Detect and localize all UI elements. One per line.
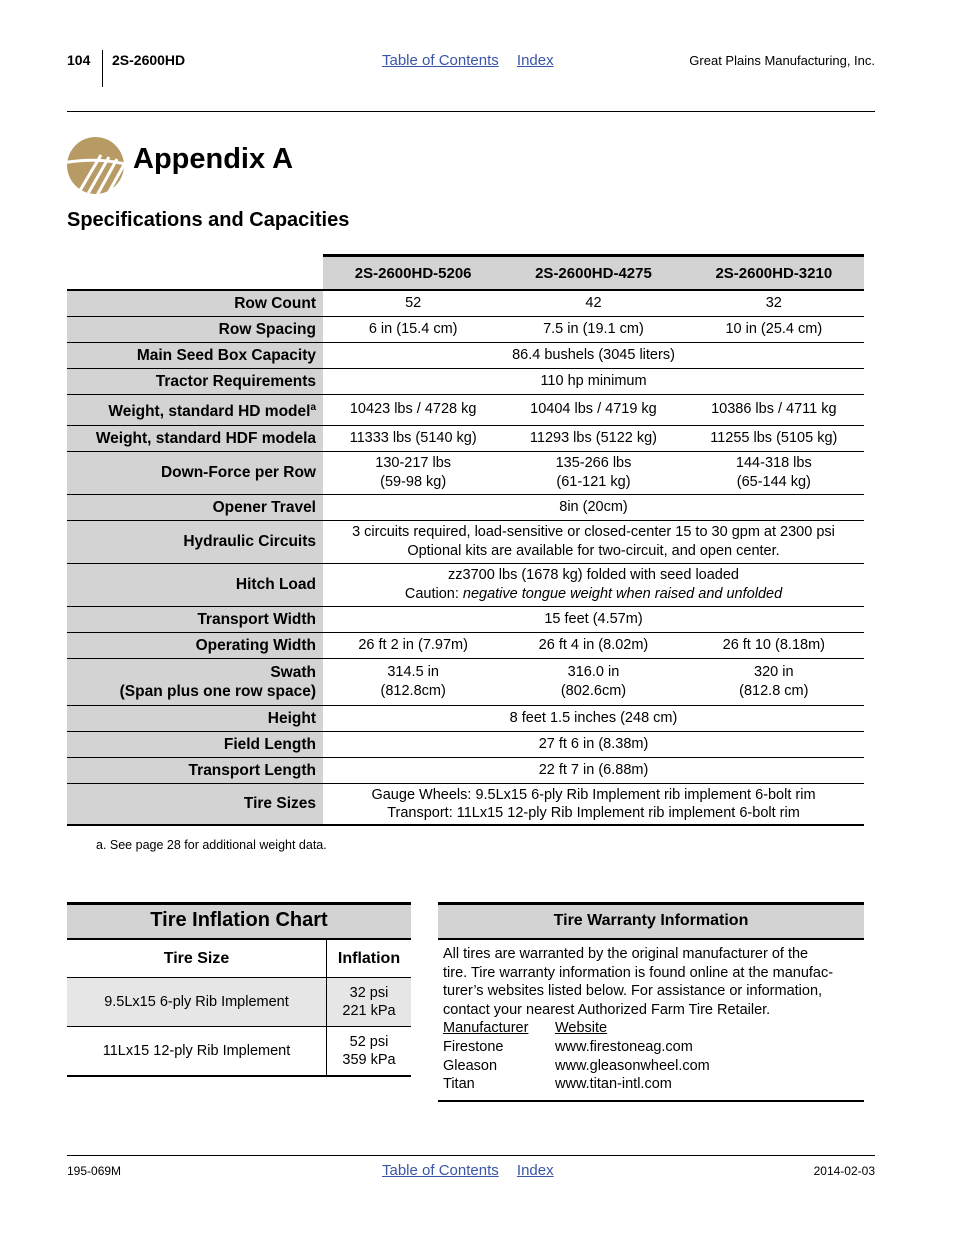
table-row bbox=[67, 394, 864, 425]
table-cell: 11293 lbs (5122 kg) bbox=[529, 429, 658, 446]
table-cell: 10 in (25.4 cm) bbox=[725, 320, 823, 337]
row-label-text: Weight, standard HD model bbox=[108, 403, 311, 421]
table-cell: 42 bbox=[585, 294, 602, 311]
manufacturer-website: www.titan-intl.com bbox=[555, 1076, 672, 1093]
cell-line: 130-217 lbs bbox=[375, 454, 452, 471]
cell-line: 359 kPa bbox=[342, 1052, 396, 1068]
specifications-table bbox=[67, 254, 864, 826]
table-cell: 26 ft 10 (8.18m) bbox=[722, 636, 825, 653]
row-label: Down-Force per Row bbox=[67, 451, 323, 494]
table-cell-span: 27 ft 6 in (8.38m) bbox=[538, 735, 649, 752]
cell-line: Gauge Wheels: 9.5Lx15 6-ply Rib Implement rib implement 6-bolt rim bbox=[371, 786, 816, 803]
column-header: 2S-2600HD-3210 bbox=[684, 256, 864, 291]
table-cell: 10386 lbs / 4711 kg bbox=[711, 401, 837, 417]
warranty-text-line: turer’s websites listed below. For assistance or information, bbox=[443, 983, 823, 1000]
table-cell-span: 22 ft 7 in (6.88m) bbox=[538, 761, 649, 778]
manufacturer-row bbox=[443, 1038, 859, 1057]
caution-label: Caution: bbox=[404, 585, 463, 602]
table-cell: 32 bbox=[765, 294, 782, 311]
cell-line: 320 in bbox=[754, 663, 794, 680]
row-label: Tractor Requirements bbox=[67, 368, 323, 394]
table-row bbox=[67, 290, 864, 316]
footer-links bbox=[382, 1162, 568, 1179]
table-row bbox=[67, 705, 864, 731]
table-cell bbox=[323, 658, 503, 705]
inflation-header: Inflation bbox=[327, 940, 412, 978]
row-label-line: Swath bbox=[270, 663, 316, 681]
cell-line: (812.8 cm) bbox=[739, 682, 809, 699]
manufacturer-website: www.gleasonwheel.com bbox=[555, 1057, 710, 1074]
table-of-contents-link[interactable]: Table of Contents bbox=[382, 1162, 499, 1179]
table-cell bbox=[503, 658, 683, 705]
manufacturer-header-row bbox=[443, 1019, 859, 1038]
table-cell bbox=[503, 451, 683, 494]
publication-date: 2014-02-03 bbox=[813, 1164, 875, 1178]
row-label: Transport Width bbox=[67, 606, 323, 632]
table-cell-span: 86.4 bushels (3045 liters) bbox=[512, 346, 675, 363]
cell-line: (59-98 kg) bbox=[380, 473, 447, 490]
table-row bbox=[67, 1027, 411, 1077]
document-number: 195-069M bbox=[67, 1164, 122, 1178]
cell-line: 314.5 in bbox=[387, 663, 439, 680]
warranty-title: Tire Warranty Information bbox=[438, 902, 864, 940]
tire-warranty-box bbox=[438, 902, 864, 1102]
cell-line: (802.6cm) bbox=[560, 682, 627, 699]
table-row bbox=[67, 757, 864, 783]
great-plains-logo-icon bbox=[67, 137, 124, 194]
company-name: Great Plains Manufacturing, Inc. bbox=[689, 53, 875, 68]
tire-size-cell: 9.5Lx15 6-ply Rib Implement bbox=[67, 978, 327, 1027]
table-row bbox=[67, 978, 411, 1027]
index-link[interactable]: Index bbox=[516, 52, 554, 69]
table-cell bbox=[684, 658, 864, 705]
tire-inflation-table bbox=[67, 940, 411, 1077]
warranty-text-line: tire. Tire warranty information is found online at the manufac- bbox=[443, 964, 834, 981]
table-row bbox=[67, 563, 864, 606]
footer-rule bbox=[67, 1155, 875, 1156]
cell-line: Transport: 11Lx15 12-ply Rib Implement rib implement 6-bolt rim bbox=[387, 804, 800, 821]
row-label bbox=[67, 394, 323, 425]
table-cell bbox=[684, 451, 864, 494]
cell-line: zz3700 lbs (1678 kg) folded with seed loaded bbox=[448, 566, 739, 583]
header-empty-cell bbox=[67, 256, 323, 291]
column-header: 2S-2600HD-4275 bbox=[503, 256, 683, 291]
footnote-marker: a bbox=[310, 401, 316, 413]
manufacturer-name: Gleason bbox=[443, 1057, 498, 1074]
header-rule bbox=[67, 111, 875, 112]
warranty-text-line: All tires are warranted by the original manufacturer of the bbox=[443, 946, 809, 962]
table-cell: 26 ft 4 in (8.02m) bbox=[538, 636, 649, 653]
cell-line: 144-318 lbs bbox=[735, 454, 812, 471]
cell-line: 135-266 lbs bbox=[555, 454, 632, 471]
website-header: Website bbox=[555, 1020, 608, 1037]
table-cell: 10423 lbs / 4728 kg bbox=[349, 401, 477, 417]
header-divider bbox=[102, 50, 103, 87]
section-title: Specifications and Capacities bbox=[67, 209, 350, 231]
table-row bbox=[67, 425, 864, 451]
table-cell-span bbox=[323, 520, 864, 563]
tire-size-header: Tire Size bbox=[67, 940, 327, 978]
table-row bbox=[67, 632, 864, 658]
table-cell: 11333 lbs (5140 kg) bbox=[349, 429, 477, 446]
warranty-text-line: contact your nearest Authorized Farm Tire Retailer. bbox=[443, 1001, 771, 1018]
footnote: a. See page 28 for additional weight data. bbox=[96, 838, 327, 852]
table-row bbox=[67, 606, 864, 632]
cell-line: 221 kPa bbox=[342, 1003, 396, 1019]
table-row bbox=[67, 783, 864, 825]
table-cell: 52 bbox=[405, 294, 422, 311]
table-cell: 10404 lbs / 4719 kg bbox=[530, 401, 657, 417]
row-label: Opener Travel bbox=[67, 494, 323, 520]
manufacturer-name: Firestone bbox=[443, 1038, 504, 1055]
inflation-cell bbox=[327, 1027, 412, 1077]
cell-line: 32 psi bbox=[349, 985, 389, 1001]
row-label: Field Length bbox=[67, 731, 323, 757]
manufacturer-row bbox=[443, 1057, 859, 1076]
table-cell bbox=[323, 451, 503, 494]
table-cell: 26 ft 2 in (7.97m) bbox=[358, 636, 468, 653]
cell-line: Optional kits are available for two-circuit, and open center. bbox=[407, 542, 780, 559]
table-row bbox=[67, 520, 864, 563]
row-label-line: (Span plus one row space) bbox=[119, 682, 316, 700]
warranty-body bbox=[438, 940, 864, 1102]
table-row bbox=[67, 368, 864, 394]
row-label: Main Seed Box Capacity bbox=[67, 342, 323, 368]
table-cell-span bbox=[323, 563, 864, 606]
table-cell: 11255 lbs (5105 kg) bbox=[710, 429, 838, 446]
row-label: Operating Width bbox=[67, 632, 323, 658]
tire-inflation-chart bbox=[67, 902, 411, 1077]
table-row bbox=[67, 451, 864, 494]
manufacturer-website: www.firestoneag.com bbox=[555, 1038, 693, 1055]
row-label: Weight, standard HDF modela bbox=[67, 425, 323, 451]
table-cell: 7.5 in (19.1 cm) bbox=[543, 320, 644, 337]
page-title: Appendix A bbox=[133, 143, 294, 175]
tire-chart-title: Tire Inflation Chart bbox=[67, 902, 411, 940]
row-label: Tire Sizes bbox=[67, 783, 323, 825]
row-label: Transport Length bbox=[67, 757, 323, 783]
row-label bbox=[67, 658, 323, 705]
table-row bbox=[67, 494, 864, 520]
table-row bbox=[67, 731, 864, 757]
cell-line: (812.8cm) bbox=[380, 682, 446, 699]
table-row bbox=[67, 342, 864, 368]
manufacturer-row bbox=[443, 1075, 859, 1094]
caution-text: negative tongue weight when raised and unfolded bbox=[462, 585, 783, 602]
tire-size-cell: 11Lx15 12-ply Rib Implement bbox=[67, 1027, 327, 1077]
table-cell-span: 110 hp minimum bbox=[540, 372, 647, 389]
cell-line: 52 psi bbox=[349, 1034, 389, 1050]
cell-line bbox=[329, 585, 858, 604]
model-name: 2S-2600HD bbox=[112, 52, 186, 68]
row-label: Hydraulic Circuits bbox=[67, 520, 323, 563]
manufacturer-header: Manufacturer bbox=[443, 1020, 529, 1037]
cell-line: (65-144 kg) bbox=[736, 473, 811, 490]
index-link[interactable]: Index bbox=[516, 1162, 554, 1179]
table-cell-span bbox=[323, 783, 864, 825]
inflation-cell bbox=[327, 978, 412, 1027]
cell-line: 316.0 in bbox=[567, 663, 620, 680]
row-label: Hitch Load bbox=[67, 563, 323, 606]
table-row bbox=[67, 658, 864, 705]
manufacturer-name: Titan bbox=[443, 1076, 475, 1093]
row-label: Row Spacing bbox=[67, 316, 323, 342]
cell-line: 3 circuits required, load-sensitive or closed-center 15 to 30 gpm at 2300 psi bbox=[352, 523, 835, 540]
table-cell-span: 15 feet (4.57m) bbox=[544, 610, 643, 627]
row-label: Height bbox=[67, 705, 323, 731]
table-cell-span: 8 feet 1.5 inches (248 cm) bbox=[509, 709, 678, 726]
table-cell: 6 in (15.4 cm) bbox=[368, 320, 458, 337]
page-number: 104 bbox=[67, 52, 91, 68]
table-cell-span: 8in (20cm) bbox=[559, 498, 628, 515]
cell-line: (61-121 kg) bbox=[556, 473, 631, 490]
row-label: Row Count bbox=[67, 290, 323, 316]
table-row bbox=[67, 316, 864, 342]
header-links bbox=[382, 52, 568, 69]
column-header: 2S-2600HD-5206 bbox=[323, 256, 503, 291]
table-of-contents-link[interactable]: Table of Contents bbox=[382, 52, 499, 69]
